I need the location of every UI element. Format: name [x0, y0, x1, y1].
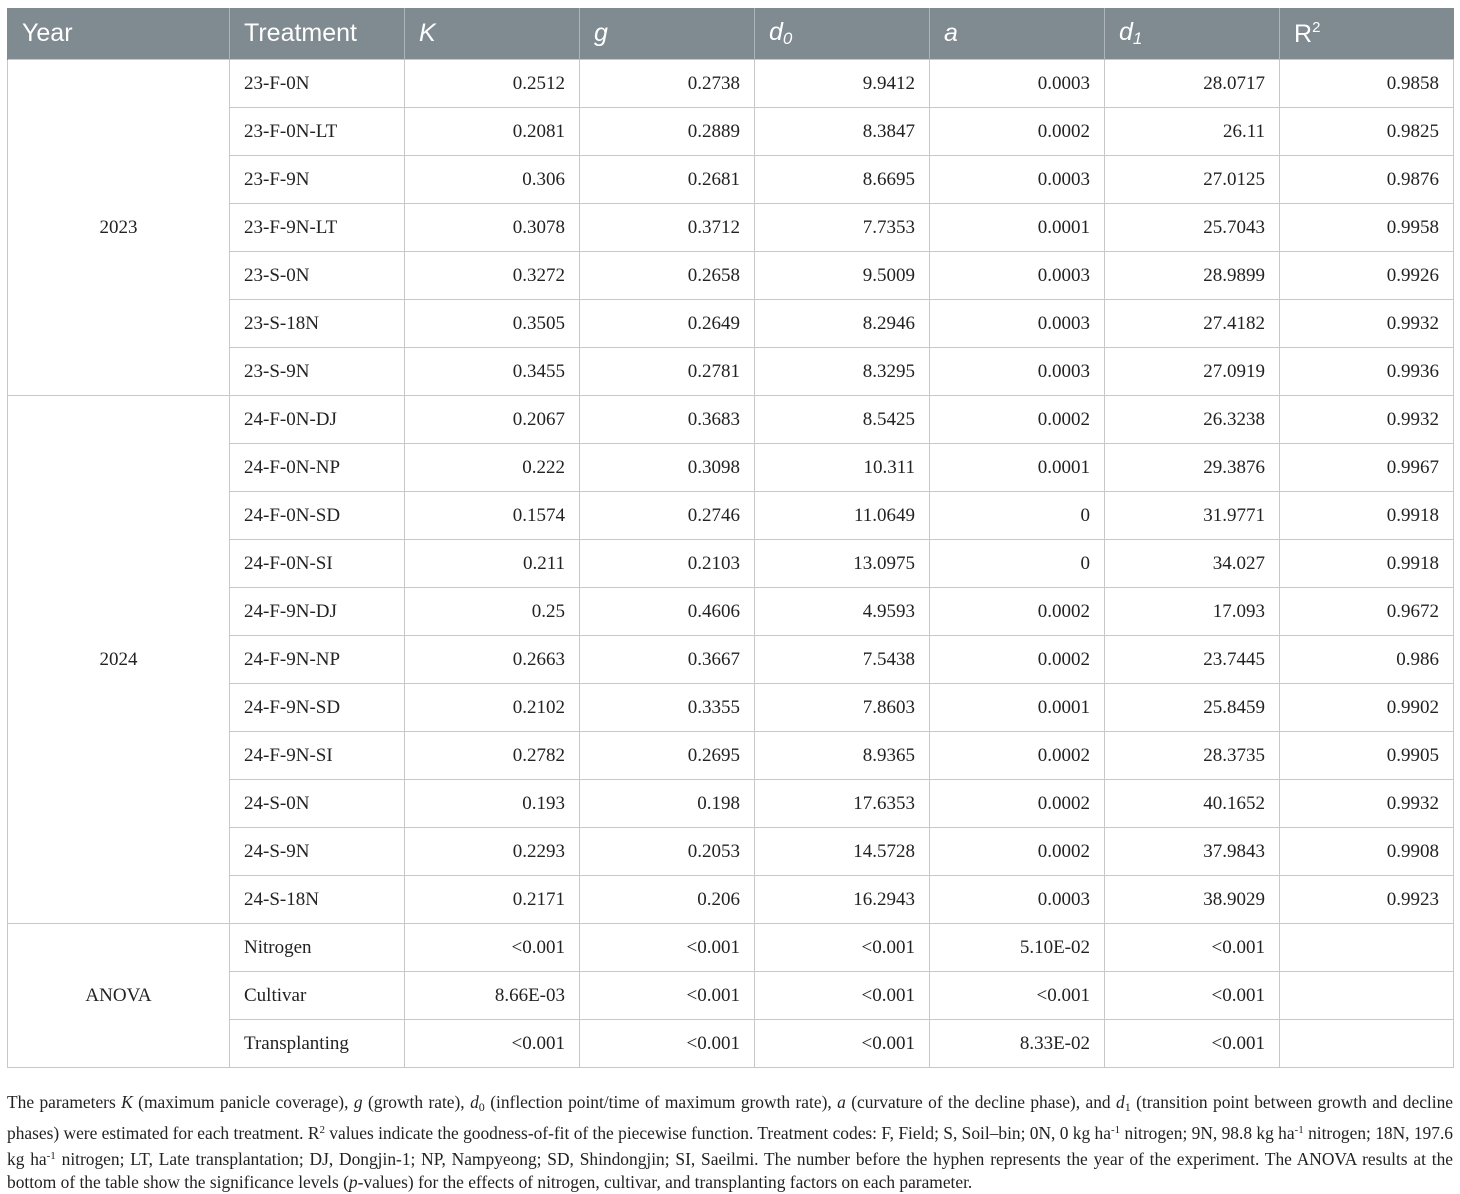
d0-cell: <0.001	[755, 1020, 930, 1068]
caption-text: The parameters	[7, 1092, 122, 1112]
d0-cell: 13.0975	[755, 540, 930, 588]
header-d0-base: d	[769, 18, 783, 46]
g-cell: <0.001	[580, 972, 755, 1020]
header-d1-base: d	[1119, 18, 1133, 46]
header-treatment: Treatment	[230, 8, 405, 60]
k-cell: 0.2067	[405, 396, 580, 444]
caption-superscript: 2	[319, 1124, 325, 1136]
k-cell: 0.3505	[405, 300, 580, 348]
k-cell: 0.3272	[405, 252, 580, 300]
d1-cell: 27.0919	[1105, 348, 1280, 396]
d0-cell: 8.3295	[755, 348, 930, 396]
treatment-cell: 24-F-0N-SI	[230, 540, 405, 588]
table-row	[8, 396, 1454, 444]
r2-cell: 0.9918	[1280, 492, 1454, 540]
caption-text: (curvature of the decline phase), and	[845, 1092, 1117, 1112]
treatment-cell: 23-F-9N-LT	[230, 204, 405, 252]
d1-cell: 28.0717	[1105, 60, 1280, 108]
a-cell: 0.0002	[930, 396, 1105, 444]
r2-cell: 0.9932	[1280, 396, 1454, 444]
d0-cell: 17.6353	[755, 780, 930, 828]
d0-cell: 9.5009	[755, 252, 930, 300]
d1-cell: 37.9843	[1105, 828, 1280, 876]
caption-text: (growth rate),	[362, 1092, 471, 1112]
d1-cell: 38.9029	[1105, 876, 1280, 924]
g-cell: 0.3355	[580, 684, 755, 732]
g-cell: <0.001	[580, 1020, 755, 1068]
d1-cell: 25.8459	[1105, 684, 1280, 732]
a-cell: 0.0001	[930, 204, 1105, 252]
d0-cell: 11.0649	[755, 492, 930, 540]
caption-text: values indicate the goodness-of-fit of the piecewise function. Treatment codes: F, Field; S, Soil–bin; 0N, 0 kg ha	[324, 1123, 1111, 1143]
treatment-cell: 24-F-9N-DJ	[230, 588, 405, 636]
header-d0	[755, 8, 930, 60]
k-cell: 0.25	[405, 588, 580, 636]
r2-cell: 0.9876	[1280, 156, 1454, 204]
d1-cell: <0.001	[1105, 1020, 1280, 1068]
d0-cell: 4.9593	[755, 588, 930, 636]
treatment-cell: 23-F-0N-LT	[230, 108, 405, 156]
d0-cell: 14.5728	[755, 828, 930, 876]
r2-cell: 0.9926	[1280, 252, 1454, 300]
k-cell: 0.2171	[405, 876, 580, 924]
caption-symbol-d1: d	[1116, 1092, 1125, 1112]
g-cell: 0.4606	[580, 588, 755, 636]
k-cell: <0.001	[405, 924, 580, 972]
d1-cell: 29.3876	[1105, 444, 1280, 492]
treatment-cell: 23-F-0N	[230, 60, 405, 108]
d1-cell: 40.1652	[1105, 780, 1280, 828]
d0-cell: 7.5438	[755, 636, 930, 684]
table-row	[8, 60, 1454, 108]
d0-cell: 8.5425	[755, 396, 930, 444]
caption-text: nitrogen; LT, Late transplantation; DJ, Dongjin-1; NP, Nampyeong; SD, Shindongjin; SI, Saeilmi. The number before the hyphen represents the year of the experiment. The ANOVA results at the bottom of the table show the significance levels (	[7, 1149, 1454, 1192]
caption-text: -values) for the effects of nitrogen, cultivar, and transplanting factors on each parameter.	[357, 1172, 973, 1192]
a-cell: <0.001	[930, 972, 1105, 1020]
r2-cell: 0.9918	[1280, 540, 1454, 588]
d0-cell: 8.2946	[755, 300, 930, 348]
g-cell: 0.3683	[580, 396, 755, 444]
g-cell: <0.001	[580, 924, 755, 972]
a-cell: 0	[930, 540, 1105, 588]
parameter-table	[7, 8, 1454, 1068]
a-cell: 0.0001	[930, 444, 1105, 492]
r2-cell	[1280, 972, 1454, 1020]
g-cell: 0.2889	[580, 108, 755, 156]
g-cell: 0.2738	[580, 60, 755, 108]
a-cell: 0.0002	[930, 780, 1105, 828]
d0-cell: 8.6695	[755, 156, 930, 204]
year-cell: 2023	[8, 60, 230, 396]
d0-cell: 9.9412	[755, 60, 930, 108]
treatment-cell: 24-S-18N	[230, 876, 405, 924]
caption-text: nitrogen; 9N, 98.8 kg ha	[1120, 1123, 1295, 1143]
a-cell: 0.0002	[930, 732, 1105, 780]
caption-superscript: -1	[1294, 1124, 1304, 1136]
d0-cell: 10.311	[755, 444, 930, 492]
d1-cell: <0.001	[1105, 972, 1280, 1020]
a-cell: 0.0002	[930, 828, 1105, 876]
caption-text: nitrogen; 18N, 197.6 kg ha	[7, 1123, 1453, 1169]
caption-text: (maximum panicle coverage),	[132, 1092, 354, 1112]
treatment-cell: 24-F-9N-SI	[230, 732, 405, 780]
treatment-cell: 24-S-9N	[230, 828, 405, 876]
caption-symbol-d0: d	[470, 1092, 479, 1112]
a-cell: 0	[930, 492, 1105, 540]
treatment-cell: 24-F-0N-NP	[230, 444, 405, 492]
treatment-cell: 23-F-9N	[230, 156, 405, 204]
d1-cell: 27.4182	[1105, 300, 1280, 348]
a-cell: 0.0001	[930, 684, 1105, 732]
g-cell: 0.2103	[580, 540, 755, 588]
k-cell: 0.222	[405, 444, 580, 492]
header-year: Year	[8, 8, 230, 60]
treatment-cell: Cultivar	[230, 972, 405, 1020]
r2-cell	[1280, 1020, 1454, 1068]
k-cell: 0.2293	[405, 828, 580, 876]
header-r2-sup: 2	[1312, 18, 1321, 36]
k-cell: 0.2663	[405, 636, 580, 684]
r2-cell: 0.9905	[1280, 732, 1454, 780]
g-cell: 0.2781	[580, 348, 755, 396]
k-cell: 0.3078	[405, 204, 580, 252]
k-cell: 0.3455	[405, 348, 580, 396]
r2-cell: 0.9923	[1280, 876, 1454, 924]
treatment-cell: 24-F-0N-SD	[230, 492, 405, 540]
caption-subscript: 1	[1124, 1100, 1131, 1114]
a-cell: 0.0003	[930, 348, 1105, 396]
r2-cell: 0.9908	[1280, 828, 1454, 876]
d1-cell: 27.0125	[1105, 156, 1280, 204]
parameter-table-container	[7, 8, 1453, 1068]
k-cell: 0.2512	[405, 60, 580, 108]
treatment-cell: 23-S-9N	[230, 348, 405, 396]
caption-superscript: -1	[46, 1150, 56, 1162]
d1-cell: 34.027	[1105, 540, 1280, 588]
k-cell: 0.211	[405, 540, 580, 588]
a-cell: 0.0002	[930, 108, 1105, 156]
a-cell: 0.0003	[930, 300, 1105, 348]
k-cell: 0.2081	[405, 108, 580, 156]
header-row	[8, 8, 1454, 60]
d0-cell: 8.9365	[755, 732, 930, 780]
table-caption	[7, 1091, 1453, 1194]
r2-cell: 0.986	[1280, 636, 1454, 684]
treatment-cell: 24-F-0N-DJ	[230, 396, 405, 444]
k-cell: 0.306	[405, 156, 580, 204]
d0-cell: <0.001	[755, 972, 930, 1020]
g-cell: 0.2658	[580, 252, 755, 300]
a-cell: 0.0003	[930, 60, 1105, 108]
d1-cell: 31.9771	[1105, 492, 1280, 540]
d1-cell: <0.001	[1105, 924, 1280, 972]
d1-cell: 25.7043	[1105, 204, 1280, 252]
k-cell: 0.2102	[405, 684, 580, 732]
caption-subscript: 0	[478, 1100, 485, 1114]
d1-cell: 23.7445	[1105, 636, 1280, 684]
table-row	[8, 924, 1454, 972]
d1-cell: 26.11	[1105, 108, 1280, 156]
g-cell: 0.3667	[580, 636, 755, 684]
g-cell: 0.2053	[580, 828, 755, 876]
year-cell: ANOVA	[8, 924, 230, 1068]
g-cell: 0.198	[580, 780, 755, 828]
r2-cell: 0.9967	[1280, 444, 1454, 492]
d1-cell: 28.9899	[1105, 252, 1280, 300]
a-cell: 8.33E-02	[930, 1020, 1105, 1068]
a-cell: 0.0003	[930, 156, 1105, 204]
caption-text: (transition point between growth and decline phases) were estimated for each treatment. R	[7, 1092, 1453, 1143]
treatment-cell: 24-F-9N-SD	[230, 684, 405, 732]
header-d1	[1105, 8, 1280, 60]
table-body	[8, 60, 1454, 1068]
header-r2-base: R	[1294, 19, 1313, 48]
k-cell: <0.001	[405, 1020, 580, 1068]
d0-cell: 8.3847	[755, 108, 930, 156]
header-k: K	[405, 8, 580, 60]
k-cell: 0.2782	[405, 732, 580, 780]
r2-cell: 0.9672	[1280, 588, 1454, 636]
treatment-cell: 24-S-0N	[230, 780, 405, 828]
r2-cell: 0.9858	[1280, 60, 1454, 108]
g-cell: 0.2649	[580, 300, 755, 348]
r2-cell: 0.9936	[1280, 348, 1454, 396]
g-cell: 0.3712	[580, 204, 755, 252]
a-cell: 0.0002	[930, 636, 1105, 684]
a-cell: 5.10E-02	[930, 924, 1105, 972]
treatment-cell: 23-S-18N	[230, 300, 405, 348]
caption-superscript: -1	[1110, 1124, 1121, 1136]
g-cell: 0.2746	[580, 492, 755, 540]
r2-cell: 0.9825	[1280, 108, 1454, 156]
caption-symbol-g: g	[353, 1092, 363, 1112]
header-g: g	[580, 8, 755, 60]
k-cell: 0.1574	[405, 492, 580, 540]
header-d1-sub: 1	[1132, 29, 1143, 48]
d1-cell: 28.3735	[1105, 732, 1280, 780]
d0-cell: 7.7353	[755, 204, 930, 252]
table-header	[8, 8, 1454, 60]
caption-symbol-a: a	[837, 1092, 846, 1112]
r2-cell: 0.9958	[1280, 204, 1454, 252]
d0-cell: 7.8603	[755, 684, 930, 732]
r2-cell: 0.9902	[1280, 684, 1454, 732]
r2-cell: 0.9932	[1280, 780, 1454, 828]
treatment-cell: 24-F-9N-NP	[230, 636, 405, 684]
header-d0-sub: 0	[782, 29, 793, 48]
a-cell: 0.0002	[930, 588, 1105, 636]
g-cell: 0.2681	[580, 156, 755, 204]
caption-symbol-p: p	[348, 1172, 358, 1192]
r2-cell: 0.9932	[1280, 300, 1454, 348]
treatment-cell: 23-S-0N	[230, 252, 405, 300]
k-cell: 0.193	[405, 780, 580, 828]
d0-cell: <0.001	[755, 924, 930, 972]
header-a: a	[930, 8, 1105, 60]
d1-cell: 17.093	[1105, 588, 1280, 636]
header-r2	[1280, 8, 1454, 60]
d1-cell: 26.3238	[1105, 396, 1280, 444]
k-cell: 8.66E-03	[405, 972, 580, 1020]
a-cell: 0.0003	[930, 876, 1105, 924]
a-cell: 0.0003	[930, 252, 1105, 300]
treatment-cell: Nitrogen	[230, 924, 405, 972]
caption-symbol-k: K	[121, 1092, 133, 1112]
treatment-cell: Transplanting	[230, 1020, 405, 1068]
g-cell: 0.2695	[580, 732, 755, 780]
d0-cell: 16.2943	[755, 876, 930, 924]
caption-text: (inflection point/time of maximum growth rate),	[484, 1092, 838, 1112]
g-cell: 0.3098	[580, 444, 755, 492]
r2-cell	[1280, 924, 1454, 972]
g-cell: 0.206	[580, 876, 755, 924]
year-cell: 2024	[8, 396, 230, 924]
